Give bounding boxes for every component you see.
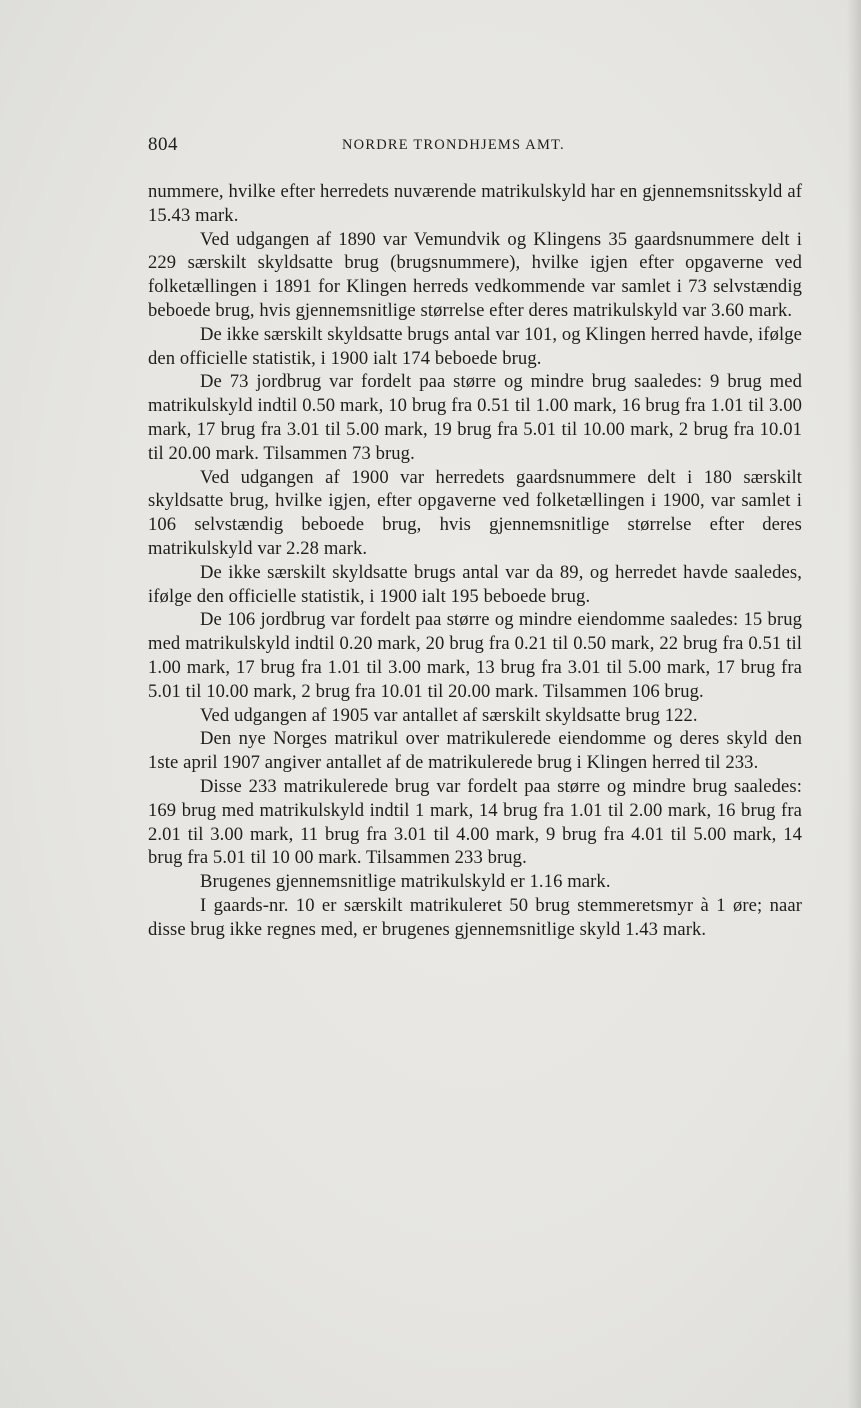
paragraph-unregistered-89: De ikke særskilt skyldsatte brugs antal var da 89, og herredet havde saaledes, ifølge den officielle statistik, i 1900 ialt 195 beboede brug. [148, 561, 802, 607]
page-number: 804 [148, 134, 178, 155]
paragraph-1890-division: Ved udgangen af 1890 var Vemundvik og Klingens 35 gaardsnummere delt i 229 særskilt skyldsatte brug (brugsnummere), hvilke igjen efter opgaverne ved folketællingen i 1891 for Klingen herreds vedkommende var samlet i 73 selvstændig beboede brug, hvis gjennemsnitlige størrelse efter deres matrikulskyld var 3.60 mark. [148, 228, 802, 321]
paragraph-73-farms-distribution: De 73 jordbrug var fordelt paa større og mindre brug saaledes: 9 brug med matrikulskyld indtil 0.50 mark, 10 brug fra 0.51 til 1.00 mark, 16 brug fra 1.01 til 3.00 mark, 17 brug fra 3.01 til 5.00 mark, 19 brug fra 5.01 til 10.00 mark, 2 brug fra 10.01 til 20.00 mark. Tilsammen 73 brug. [148, 371, 802, 464]
page-edge-shadow [847, 0, 861, 1408]
paragraph-average-tax: Brugenes gjennemsnitlige matrikulskyld er 1.16 mark. [200, 871, 611, 893]
running-title: NORDRE TRONDHJEMS AMT. [342, 137, 565, 153]
paragraph-1905-count: Ved udgangen af 1905 var antallet af særskilt skyldsatte brug 122. [200, 704, 698, 726]
paragraph-233-farms-distribution: Disse 233 matrikulerede brug var fordelt paa større og mindre brug saaledes: 169 brug med matrikulskyld indtil 1 mark, 14 brug fra 1.01 til 2.00 mark, 16 brug fra 2.01 til 3.00 mark, 11 brug fra 3.01 til 4.00 mark, 9 brug fra 4.01 til 5.00 mark, 14 brug fra 5.01 til 10 00 mark. Tilsammen 233 brug. [148, 775, 802, 869]
paragraph-1900-division: Ved udgangen af 1900 var herredets gaardsnummere delt i 180 særskilt skyldsatte brug, hvilke igjen, efter opgaverne ved folketællingen i 1900, var samlet i 106 selvstændig beboede brug, hvis gjennemsnitlige størrelse efter deres matrikulskyld var 2.28 mark. [148, 466, 802, 559]
paragraph-1907-matrikul: Den nye Norges matrikul over matrikulerede eiendomme og deres skyld den 1ste april 1907 angiver antallet af de matrikulerede brug i Klingen herred til 233. [148, 728, 802, 774]
paragraph-106-farms-distribution: De 106 jordbrug var fordelt paa større og mindre eiendomme saaledes: 15 brug med matrikulskyld indtil 0.20 mark, 20 brug fra 0.21 til 0.50 mark, 22 brug fra 0.51 til 1.00 mark, 17 brug fra 1.01 til 3.00 mark, 13 brug fra 3.01 til 5.00 mark, 17 brug fra 5.01 til 10.00 mark, 2 brug fra 10.01 til 20.00 mark. Tilsammen 106 brug. [148, 609, 802, 702]
body-text [148, 180, 802, 942]
page-header [148, 134, 800, 158]
paragraph-continuation: nummere, hvilke efter herredets nuværende matrikulskyld har en gjennemsnitsskyld af 15.43 mark. [148, 181, 802, 226]
paragraph-gaards-nr-10: I gaards-nr. 10 er særskilt matrikuleret 50 brug stemmeretsmyr à 1 øre; naar disse brug ikke regnes med, er brugenes gjennemsnitlige skyld 1.43 mark. [148, 894, 802, 940]
paragraph-unregistered-1900: De ikke særskilt skyldsatte brugs antal var 101, og Klingen herred havde, ifølge den officielle statistik, i 1900 ialt 174 beboede brug. [148, 323, 802, 369]
